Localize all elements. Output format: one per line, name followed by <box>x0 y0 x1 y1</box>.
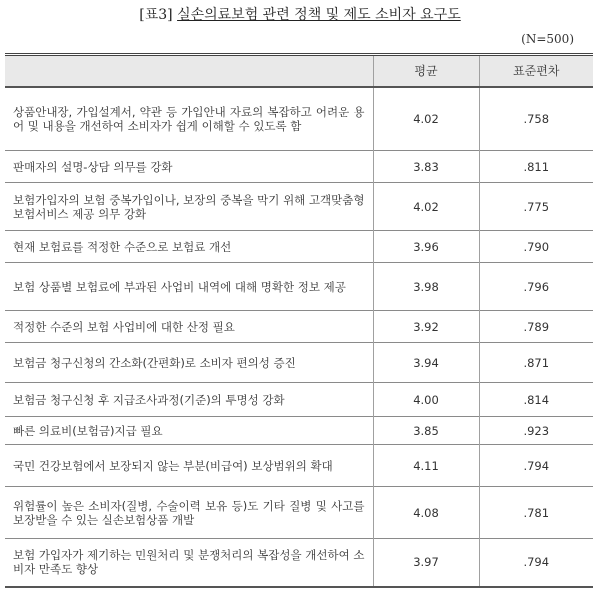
row-item: 보험가입자의 보험 중복가입이나, 보장의 중복을 막기 위해 고객맞춤형 보험서비스 제공 의무 강화 <box>13 192 365 221</box>
table-header-row <box>5 55 593 87</box>
table-row <box>5 231 593 263</box>
row-item: 위험률이 높은 소비자(질병, 수술이력 보유 등)도 기타 질병 및 사고를 보장받을 수 있는 실손보험상품 개발 <box>13 498 365 527</box>
table-row <box>5 539 593 587</box>
row-mean: 4.00 <box>373 383 479 417</box>
header-sd: 표준편차 <box>479 55 593 87</box>
row-item: 보험 상품별 보험료에 부과된 사업비 내역에 대해 명확한 정보 제공 <box>13 279 346 294</box>
row-mean: 4.11 <box>373 445 479 487</box>
row-sd: .758 <box>479 87 593 151</box>
table-number: [표3] <box>139 7 178 23</box>
row-sd: .789 <box>479 311 593 343</box>
row-sd: .811 <box>479 151 593 183</box>
row-item: 판매자의 설명-상담 의무를 강화 <box>13 159 173 174</box>
row-sd: .794 <box>479 445 593 487</box>
row-item: 빠른 의료비(보험금)지급 필요 <box>13 423 163 438</box>
table-row <box>5 417 593 445</box>
row-mean: 4.02 <box>373 87 479 151</box>
row-sd: .775 <box>479 183 593 231</box>
row-mean: 3.96 <box>373 231 479 263</box>
table-title-text: 실손의료보험 관련 정책 및 제도 소비자 요구도 <box>177 7 461 23</box>
row-mean: 3.92 <box>373 311 479 343</box>
row-mean: 3.97 <box>373 539 479 587</box>
row-mean: 4.02 <box>373 183 479 231</box>
table-row <box>5 183 593 231</box>
row-mean: 3.94 <box>373 343 479 383</box>
row-item: 보험금 청구신청의 간소화(간편화)로 소비자 편의성 증진 <box>13 355 296 370</box>
table-row <box>5 487 593 539</box>
consumer-demand-table <box>5 53 593 588</box>
table-row <box>5 311 593 343</box>
row-sd: .790 <box>479 231 593 263</box>
row-item: 국민 건강보험에서 보장되지 않는 부분(비급여) 보상범위의 확대 <box>13 458 333 473</box>
row-sd: .923 <box>479 417 593 445</box>
row-mean: 3.83 <box>373 151 479 183</box>
row-mean: 4.08 <box>373 487 479 539</box>
row-sd: .796 <box>479 263 593 311</box>
table-row <box>5 445 593 487</box>
header-item <box>5 55 373 87</box>
row-sd: .871 <box>479 343 593 383</box>
table-title <box>0 6 600 24</box>
row-mean: 3.85 <box>373 417 479 445</box>
row-mean: 3.98 <box>373 263 479 311</box>
table-row <box>5 343 593 383</box>
row-item: 적정한 수준의 보험 사업비에 대한 산정 필요 <box>13 319 235 334</box>
header-mean: 평균 <box>373 55 479 87</box>
row-sd: .794 <box>479 539 593 587</box>
row-item: 현재 보험료를 적정한 수준으로 보험료 개선 <box>13 239 232 254</box>
table-row <box>5 151 593 183</box>
row-item: 보험 가입자가 제기하는 민원처리 및 분쟁처리의 복잡성을 개선하여 소비자 만족도 향상 <box>13 548 365 577</box>
row-sd: .814 <box>479 383 593 417</box>
row-item: 상품안내장, 가입설계서, 약관 등 가입안내 자료의 복잡하고 어려운 용어 및 내용을 개선하여 소비자가 쉽게 이해할 수 있도록 함 <box>13 104 365 133</box>
table-row <box>5 383 593 417</box>
sample-size-note: (N=500) <box>521 32 574 46</box>
row-item: 보험금 청구신청 후 지급조사과정(기준)의 투명성 강화 <box>13 392 285 407</box>
table-row <box>5 263 593 311</box>
table-row <box>5 87 593 151</box>
row-sd: .781 <box>479 487 593 539</box>
